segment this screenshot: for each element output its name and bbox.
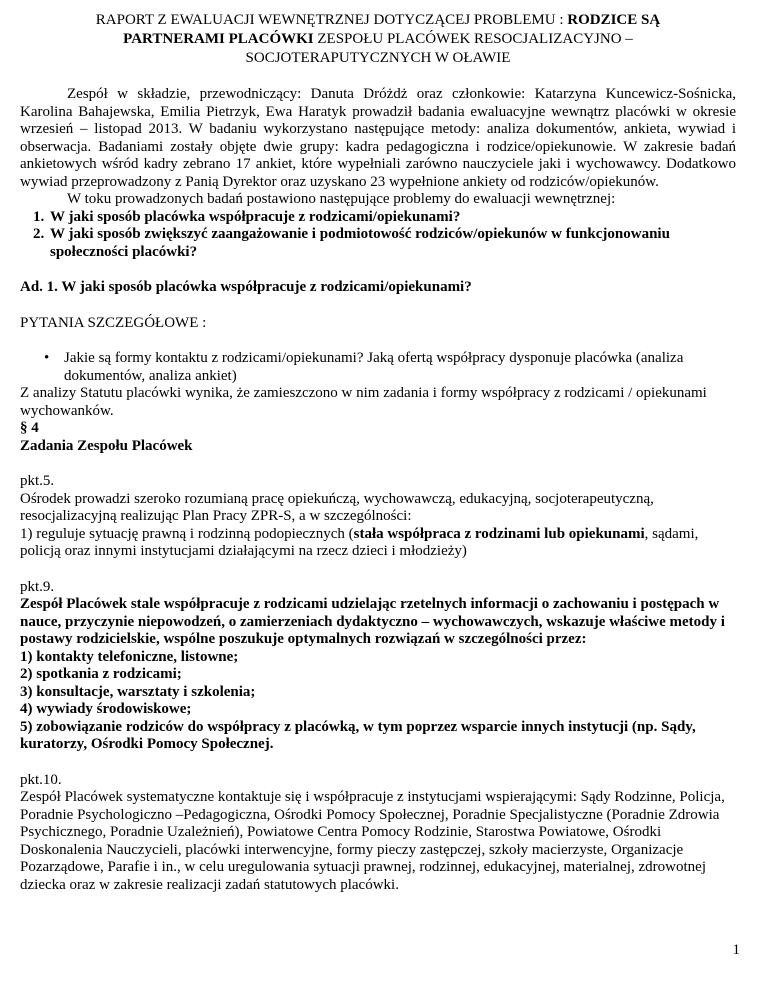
pkt9-item: 3) konsultacje, warsztaty i szkolenia; xyxy=(20,683,256,700)
spacer xyxy=(20,261,736,279)
pkt5-item-suffix: , sądami, policją oraz innymi instytucjami działającymi na rzecz dzieci i młodzieży) xyxy=(20,525,699,559)
section-mark: § 4 xyxy=(20,420,39,436)
title-line-1 xyxy=(20,11,736,30)
spacer xyxy=(20,332,736,350)
statute-analysis: Z analizy Statutu placówki wynika, że zamieszczono w nim zadania i formy współpracy z rodzicami / opiekunami wychowanków. xyxy=(20,385,707,419)
title-line-2 xyxy=(20,30,736,49)
title-line-1-bold: RODZICE SĄ xyxy=(567,12,661,28)
title-line-3: SOCJOTERAPUTYCZNYCH W OŁAWIE xyxy=(245,50,511,66)
pkt9-item: 2) spotkania z rodzicami; xyxy=(20,666,182,682)
pkt9-label: pkt.9. xyxy=(20,578,55,595)
report-title xyxy=(20,11,736,68)
page-number: 1 xyxy=(732,942,740,958)
pkt5-item-prefix: 1) reguluje sytuację prawną i rodzinną podopiecznych ( xyxy=(20,525,354,542)
pkt5-text: Ośrodek prowadzi szeroko rozumianą pracę opiekuńczą, wychowawczą, edukacyjną, socjoterapeutyczną, resocjalizacyjną realizując Plan Pracy ZPR-S, a w szczególności: xyxy=(20,490,654,524)
pkt5-label: pkt.5. xyxy=(20,473,55,489)
pkt5-item-bold: stała współpraca z rodzinami lub opiekunami xyxy=(353,525,645,542)
spacer xyxy=(20,754,736,772)
spacer xyxy=(20,455,736,473)
pkt9-item: 4) wywiady środowiskowe; xyxy=(20,701,192,717)
title-line-1-prefix: RAPORT Z EWALUACJI WEWNĘTRZNEJ DOTYCZĄCEJ PROBLEMU : xyxy=(95,12,568,28)
bullet-question: • Jakie są formy kontaktu z rodzicami/opiekunami? Jaką ofertą współpracy dysponuje placówka (analiza dokumentów, analiza ankiet) xyxy=(64,350,736,385)
title-line-2-rest: ZESPOŁU PLACÓWEK RESOCJALIZACYJNO – xyxy=(313,31,633,47)
spacer xyxy=(20,297,736,315)
pkt10-label: pkt.10. xyxy=(20,771,62,788)
pkt9-text: Zespół Placówek stale współpracuje z rodzicami udzielając rzetelnych informacji o zachowaniu i postępach w nauce, przyczynie niepowodzeń, o zamierzeniach dydaktyczno – wychowawczych, wskazuje właściwe metody i postawy rodzicielskie, wspólne poszukuje optymalnych rozwiązań w szczególności przez: xyxy=(20,596,725,647)
intro-paragraph: Zespół w składzie, przewodniczący: Danuta Dróżdż oraz członkowie: Katarzyna Kuncewicz-Sośnicka, Karolina Bahajewska, Emilia Pietrzyk, Ewa Haratyk prowadził badania ewaluacyjne wewnątrz placówki w okresie wrzesień – listopad 2013. W badaniu wykorzystano następujące metody: analiza dokumentów, ankieta, wywiad i obserwacja. Badaniami zostały objęte dwie grupy: kadra pedagogiczna i rodzice/opiekunowie. W zakresie badań ankietowych wśród kadry zebrano 17 ankiet, które wypełniali zarówno nauczyciele jaki i wychowawcy. Dodatkowo wywiad przeprowadzony z Panią Dyrektor oraz uzyskano 23 wypełnione ankiety od rodziców/opiekunów. xyxy=(20,86,736,190)
pkt5-item xyxy=(20,526,736,561)
section-title: Zadania Zespołu Placówek xyxy=(20,437,193,454)
pkt9-item: 1) kontakty telefoniczne, listowne; xyxy=(20,648,239,665)
spacer xyxy=(20,561,736,579)
title-line-2-bold: PARTNERAMI PLACÓWKI xyxy=(123,31,314,47)
problem-item: 1. W jaki sposób placówka współpracuje z rodzicami/opiekunami? xyxy=(48,209,736,227)
document-page xyxy=(20,11,736,894)
questions-list xyxy=(20,350,736,385)
problem-item: 2. W jaki sposób zwiększyć zaangażowanie i podmiotowość rodziców/opiekunów w funkcjonowaniu społeczności placówki? xyxy=(48,226,736,261)
problems-intro: W toku prowadzonych badań postawiono następujące problemy do ewaluacji wewnętrznej: xyxy=(67,191,616,207)
pkt10-text: Zespół Placówek systematyczne kontaktuje się i współpracuje z instytucjami wspierającymi: Sądy Rodzinne, Policja, Poradnie Psychologiczno –Pedagogiczna, Ośrodki Pomocy Społecznej, Poradnie Specjalistyczne (Poradnie Zdrowia Psychicznego, Poradnie Uzależnień), Powiatowe Centra Pomocy Rodzinie, Starostwa Powiatowe, Ośrodki Doskonalenia Nauczycieli, placówki interwencyjne, formy pieczy zastępczej, szkoły macierzyste, Organizacje Pozarządowe, Parafie i in., w celu uregulowania sytuacji prawnej, rodzinnej, edukacyjnej, materialnej, zdrowotnej dziecka oraz w zakresie realizacji zadań statutowych placówki. xyxy=(20,789,725,893)
spacer xyxy=(20,68,736,86)
ad1-heading: Ad. 1. W jaki sposób placówka współpracuje z rodzicami/opiekunami? xyxy=(20,279,472,295)
problems-list xyxy=(20,209,736,262)
pkt9-item: 5) zobowiązanie rodziców do współpracy z placówką, w tym poprzez wsparcie innych instytucji (np. Sądy, kuratorzy, Ośrodki Pomocy Społecznej. xyxy=(20,718,696,752)
detailed-questions-heading: PYTANIA SZCZEGÓŁOWE : xyxy=(20,314,207,331)
